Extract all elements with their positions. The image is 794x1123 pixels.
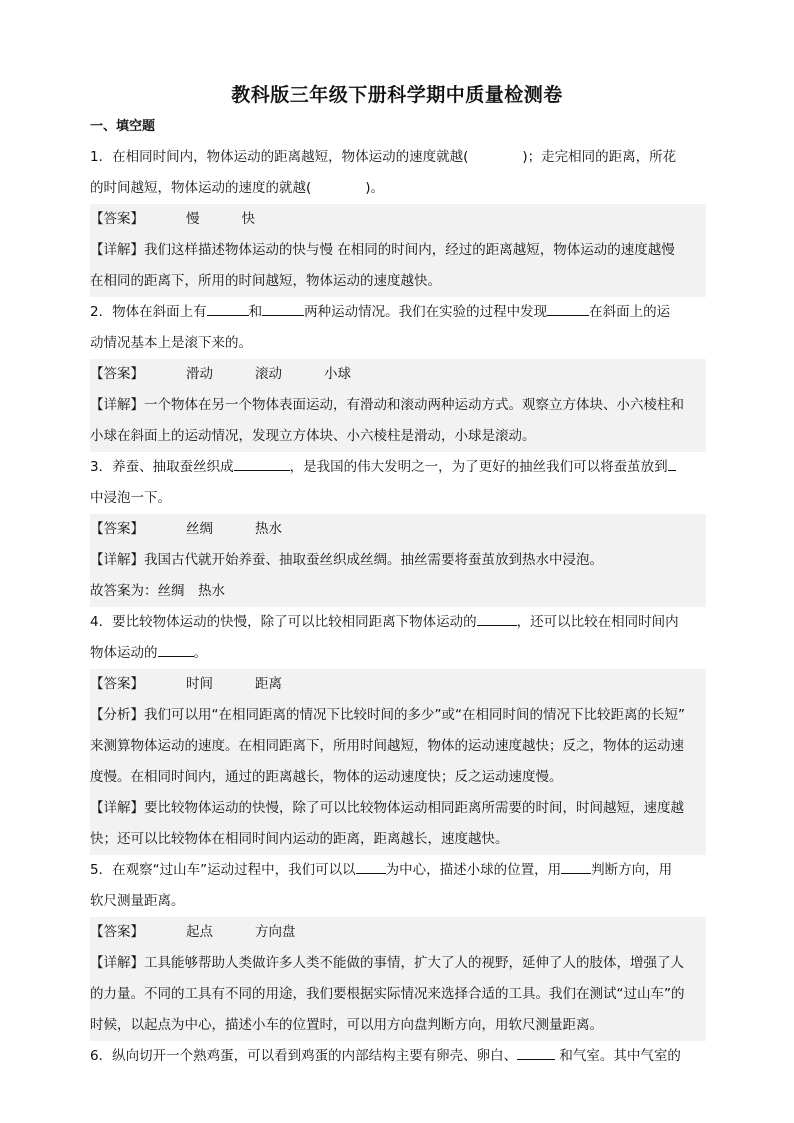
fill-blank[interactable]: [477, 611, 517, 626]
document-content: [90, 118, 706, 1072]
question-3: [90, 452, 706, 514]
answer-5: [90, 917, 706, 948]
question-3-text-2: ，是我国的伟大发明之一，为了更好的抽丝我们可以将蚕茧放到: [289, 459, 668, 475]
question-4-text-1: 4．要比较物体运动的快慢，除了可以比较相同距离下物体运动的: [90, 614, 477, 630]
fill-blank[interactable]: [158, 642, 194, 657]
question-5-text-1: 5．在观察“过山车”运动过程中，我们可以以: [90, 862, 356, 878]
analysis-4: [90, 700, 706, 793]
question-4: [90, 607, 706, 669]
fill-blank[interactable]: [262, 301, 304, 316]
answer-1-item-1: 慢: [186, 211, 200, 227]
detail-3: [90, 545, 706, 607]
question-4-text-3: 物体运动的: [90, 645, 158, 661]
detail-5-line-3: 时候，以起点为中心，描述小车的位置时，可以用方向盘判断方向，用软尺测量距离。: [90, 1017, 603, 1033]
answer-tag: 【答案】: [90, 676, 144, 692]
answer-1: [90, 204, 706, 235]
answer-1-item-2: 快: [241, 211, 255, 227]
question-2-text-2: 和: [248, 304, 263, 320]
answer-tag: 【答案】: [90, 521, 144, 537]
question-4-text-2: ，还可以比较在相同时间内: [516, 614, 679, 630]
answer-5-item-1: 起点: [186, 924, 213, 940]
answer-2-item-3: 小球: [324, 366, 351, 382]
answer-3-item-2: 热水: [255, 521, 282, 537]
fill-blank[interactable]: [547, 301, 589, 316]
detail-3-line-1: 【详解】我国古代就开始养蚕、抽取蚕丝织成丝绸。抽丝需要将蚕茧放到热水中浸泡。: [90, 552, 603, 568]
question-6-text-2: 和气室。其中气室的: [555, 1048, 681, 1064]
document-title: 教科版三年级下册科学期中质量检测卷: [231, 84, 563, 106]
detail-1: [90, 235, 706, 297]
fill-blank[interactable]: [668, 456, 676, 471]
answer-3: [90, 514, 706, 545]
fill-blank[interactable]: [561, 859, 591, 874]
detail-4: [90, 793, 706, 855]
question-4-text-4: 。: [193, 645, 207, 661]
detail-3-line-2: 故答案为：丝绸 热水: [90, 583, 225, 599]
question-6: [90, 1041, 706, 1072]
detail-5-line-2: 的力量。不同的工具有不同的用途，我们要根据实际情况来选择合适的工具。我们在测试“过山车”的: [90, 986, 685, 1002]
answer-tag: 【答案】: [90, 924, 144, 940]
detail-2: [90, 390, 706, 452]
question-2-text-1: 2．物体在斜面上有: [90, 304, 207, 320]
question-5-text-2: 为中心，描述小球的位置，用: [385, 862, 562, 878]
fill-blank[interactable]: [517, 1045, 555, 1060]
answer-tag: 【答案】: [90, 211, 144, 227]
detail-4-line-2: 快；还可以比较物体在相同时间内运动的距离，距离越长，速度越快。: [90, 831, 509, 847]
answer-2-item-1: 滑动: [186, 366, 213, 382]
question-3-line-2: 中浸泡一下。: [90, 490, 171, 506]
question-3-text-1: 3．养蚕、抽取蚕丝织成: [90, 459, 234, 475]
detail-2-line-2: 小球在斜面上的运动情况，发现立方体块、小六棱柱是滑动，小球是滚动。: [90, 428, 536, 444]
answer-4: [90, 669, 706, 700]
detail-1-line-2: 在相同的距离下，所用的时间越短，物体运动的速度越快。: [90, 273, 441, 289]
detail-1-line-1: 【详解】我们这样描述物体运动的快与慢 在相同的时间内，经过的距离越短，物体运动的速度越慢: [90, 242, 675, 258]
question-1-line-1: 1．在相同时间内，物体运动的距离越短，物体运动的速度就越( )；走完相同的距离，所花: [90, 149, 677, 165]
fill-blank[interactable]: [207, 301, 249, 316]
detail-5: [90, 948, 706, 1041]
question-6-text-1: 6．纵向切开一个熟鸡蛋，可以看到鸡蛋的内部结构主要有卵壳、卵白、: [90, 1048, 518, 1064]
detail-2-line-1: 【详解】一个物体在另一个物体表面运动，有滑动和滚动两种运动方式。观察立方体块、小六棱柱和: [90, 397, 684, 413]
analysis-4-line-1: 【分析】我们可以用“在相同距离的情况下比较时间的多少”或“在相同时间的情况下比较距离的长短”: [90, 707, 685, 723]
answer-3-item-1: 丝绸: [186, 521, 213, 537]
answer-5-item-2: 方向盘: [255, 924, 296, 940]
answer-2: [90, 359, 706, 390]
detail-4-line-1: 【详解】要比较物体运动的快慢，除了可以比较物体运动相同距离所需要的时间，时间越短，速度越: [90, 800, 684, 816]
fill-blank[interactable]: [234, 456, 290, 471]
question-2-text-4: 在斜面上的运: [589, 304, 671, 320]
question-1: [90, 142, 706, 204]
answer-4-item-1: 时间: [186, 676, 213, 692]
answer-tag: 【答案】: [90, 366, 144, 382]
question-5-text-3: 判断方向，用: [591, 862, 673, 878]
question-2: [90, 297, 706, 359]
answer-2-item-2: 滚动: [255, 366, 282, 382]
fill-blank[interactable]: [356, 859, 386, 874]
detail-5-line-1: 【详解】工具能够帮助人类做许多人类不能做的事情，扩大了人的视野，延伸了人的肢体，增强了人: [90, 955, 684, 971]
analysis-4-line-3: 度慢。在相同时间内，通过的距离越长，物体的运动速度快；反之运动速度慢。: [90, 769, 563, 785]
question-2-text-3: 两种运动情况。我们在实验的过程中发现: [304, 304, 548, 320]
answer-4-item-2: 距离: [255, 676, 282, 692]
section-heading: 一、填空题: [90, 119, 156, 134]
analysis-4-line-2: 来测算物体运动的速度。在相同距离下，所用时间越短，物体的运动速度越快；反之，物体的运动速: [90, 738, 684, 754]
question-1-line-2: 的时间越短，物体运动的速度的就越( )。: [90, 180, 385, 196]
question-5-line-2: 软尺测量距离。: [90, 893, 185, 909]
question-5: [90, 855, 706, 917]
question-2-line-2: 动情况基本上是滚下来的。: [90, 335, 252, 351]
